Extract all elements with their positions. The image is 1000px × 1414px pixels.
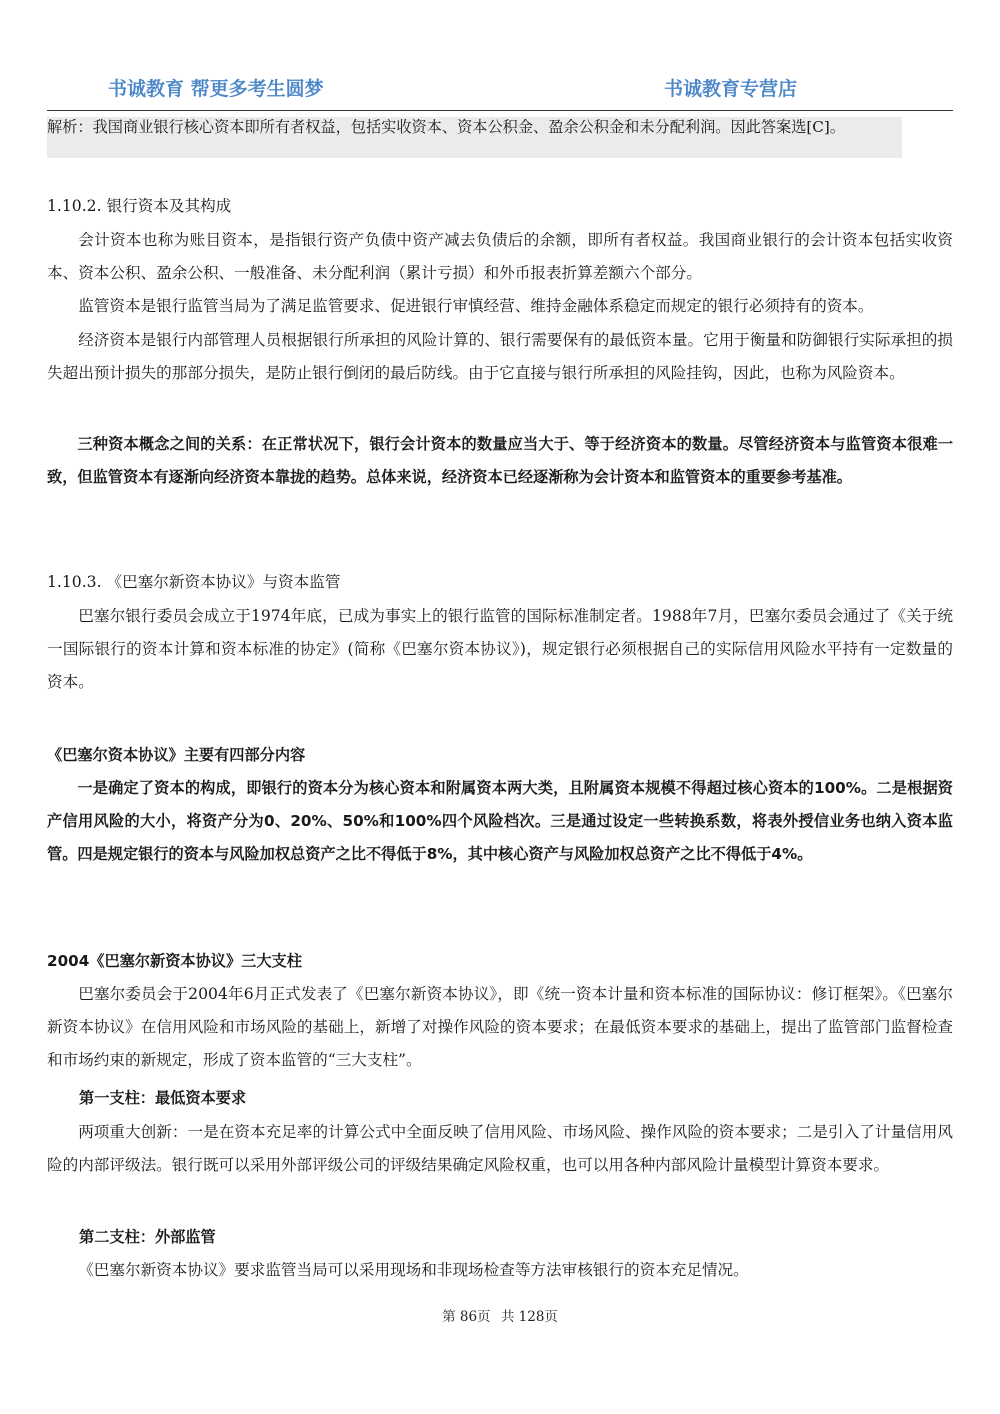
- header-divider: [47, 110, 953, 111]
- basel-content-title: 《巴塞尔资本协议》主要有四部分内容: [47, 746, 306, 764]
- paragraph-basel-committee: 巴塞尔银行委员会成立于1974年底，已成为事实上的银行监管的国际标准制定者。1988年7月，巴塞尔委员会通过了《关于统一国际银行的资本计算和资本标准的协定》(简称《巴塞尔资本协议》)，规定银行必须根据自己的实际信用风险水平持有一定数量的资本。: [47, 607, 953, 691]
- page-number: 第 86页: [442, 1309, 491, 1325]
- pillar-two-title: 第二支柱：外部监管: [79, 1228, 216, 1246]
- paragraph-economic-capital: 经济资本是银行内部管理人员根据银行所承担的风险计算的、银行需要保有的最低资本量。它用于衡量和防御银行实际承担的损失超出预计损失的那部分损失，是防止银行倒闭的最后防线。由于它直接与银行所承担的风险挂钩，因此，也称为风险资本。: [47, 331, 953, 382]
- paragraph-pillar-two: 《巴塞尔新资本协议》要求监管当局可以采用现场和非现场检查等方法审核银行的资本充足情况。: [78, 1261, 749, 1279]
- paragraph-pillar-one: 两项重大创新：一是在资本充足率的计算公式中全面反映了信用风险、市场风险、操作风险的资本要求；二是引入了计量信用风险的内部评级法。银行既可以采用外部评级公司的评级结果确定风险权重，也可以用各种内部风险计量模型计算资本要求。: [47, 1123, 953, 1174]
- section-title-1-10-2: 1.10.2. 银行资本及其构成: [47, 197, 232, 215]
- paragraph-capital-relationship: 三种资本概念之间的关系：在正常状况下，银行会计资本的数量应当大于、等于经济资本的数量。尽管经济资本与监管资本很难一致，但监管资本有逐渐向经济资本靠拢的趋势。总体来说，经济资本已经逐渐称为会计资本和监管资本的重要参考基准。: [47, 435, 953, 486]
- paragraph-regulatory-capital: 监管资本是银行监管当局为了满足监管要求、促进银行审慎经营、维持金融体系稳定而规定的银行必须持有的资本。: [78, 297, 874, 315]
- header-store-name: 书诚教育专营店: [664, 78, 798, 100]
- page-total: 共 128页: [500, 1309, 558, 1325]
- page-footer: [0, 1305, 1000, 1325]
- paragraph-new-basel-accord: 巴塞尔委员会于2004年6月正式发表了《巴塞尔新资本协议》，即《统一资本计量和资本标准的国际协议：修订框架》。《巴塞尔新资本协议》在信用风险和市场风险的基础上，新增了对操作风险的资本要求；在最低资本要求的基础上，提出了监管部门监督检查和市场约束的新规定，形成了资本监管的“三大支柱”。: [47, 985, 953, 1069]
- paragraph-accounting-capital: 会计资本也称为账目资本，是指银行资产负债中资产减去负债后的余额，即所有者权益。我国商业银行的会计资本包括实收资本、资本公积、盈余公积、一般准备、未分配利润（累计亏损）和外币报表折算差额六个部分。: [47, 231, 953, 282]
- header-brand-slogan: 书诚教育 帮更多考生圆梦: [108, 78, 324, 100]
- section-title-1-10-3: 1.10.3. 《巴塞尔新资本协议》与资本监管: [47, 573, 341, 591]
- pillars-title: 2004《巴塞尔新资本协议》三大支柱: [47, 952, 302, 970]
- paragraph-basel-four-parts: 一是确定了资本的构成，即银行的资本分为核心资本和附属资本两大类，且附属资本规模不得超过核心资本的100%。二是根据资产信用风险的大小，将资产分为0、20%、50%和100%四个风险档次。三是通过设定一些转换系数，将表外授信业务也纳入资本监管。四是规定银行的资本与风险加权总资产之比不得低于8%，其中核心资产与风险加权总资产之比不得低于4%。: [47, 779, 953, 863]
- answer-analysis: 解析：我国商业银行核心资本即所有者权益，包括实收资本、资本公积金、盈余公积金和未分配利润。因此答案选[C]。: [47, 118, 846, 136]
- pillar-one-title: 第一支柱：最低资本要求: [79, 1089, 247, 1107]
